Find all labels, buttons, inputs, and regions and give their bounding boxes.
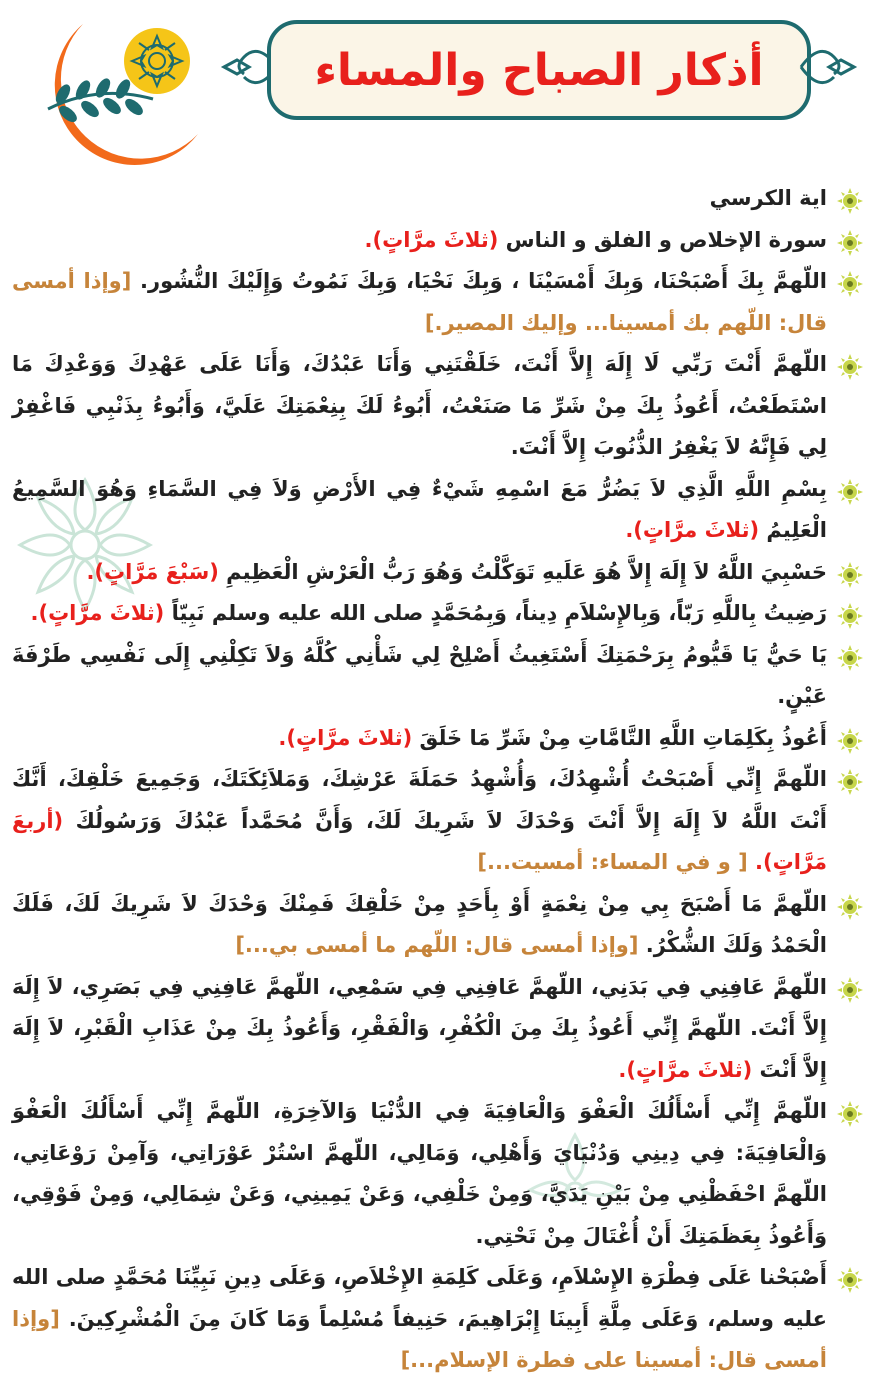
evening-variant-note: [وإذا أمسى قال: اللّهم بك أمسينا... وإليك المصير.] — [12, 269, 827, 335]
evening-variant-note: [ و في المساء: أمسيت...] — [477, 850, 756, 874]
dhikr-text: اللّهمَّ إِنِّي أَسْأَلُكَ الْعَفْوَ وَالْعَافِيَةَ فِي الدُّنْيَا وَالآخِرَةِ، اللّهمَّ إِنِّي أَسْأَلُكَ الْعَفْوَ وَالْعَافِيَةَ: فِي دِينِي وَدُنْيَايَ وَأَهْلِي، وَمَالِي، اللّهمَّ اسْتُرْ عَوْرَاتِي، وَآمِنْ رَوْعَاتِي، اللّهمَّ احْفَظْنِي مِنْ بَيْنِ يَدَيَّ، وَمِنْ خَلْفِي، وَعَنْ يَمِينِي، وَعَنْ شِمَالِي، وَمِنْ فَوْقِي، وَأَعُوذُ بِعَظَمَتِكَ أَنْ أُغْتَالَ مِنْ تَحْتِي. — [12, 1099, 827, 1248]
dhikr-text: اللّهمَّ عَافِنِي فِي بَدَنِي، اللّهمَّ عَافِنِي فِي سَمْعِي، اللّهمَّ عَافِنِي فِي بَصَرِي، لاَ إِلَهَ إِلاَّ أَنْتَ. اللّهمَّ إِنِّي أَعُوذُ بِكَ مِنَ الْكُفْرِ، وَالْفَقْرِ، وَأَعُوذُ بِكَ مِنْ عَذَابِ الْقَبْرِ، لاَ إِلَهَ إِلاَّ أَنْتَ — [12, 974, 827, 1082]
repetition-count: (ثلاثَ مرَّاتٍ). — [625, 518, 760, 542]
dhikr-item — [12, 1091, 863, 1257]
dhikr-text: حَسْبِيَ اللَّهُ لاَ إِلَهَ إِلاَّ هُوَ عَلَيهِ تَوَكَّلْتُ وَهُوَ رَبُّ الْعَرْشِ الْعَظِيمِ — [218, 559, 827, 584]
dhikr-item — [12, 261, 863, 344]
dhikr-item — [12, 469, 863, 552]
dhikr-text: اللّهمَّ بِكَ أَصْبَحْنَا، وَبِكَ أَمْسَيْنَا ، وَبِكَ نَحْيَا، وَبِكَ نَمُوتُ وَإِلَيْكَ النُّشُور. — [131, 269, 827, 293]
dhikr-text: أَعُوذُ بِكَلِمَاتِ اللَّهِ التَّامَّاتِ مِنْ شَرِّ مَا خَلَقَ — [412, 725, 827, 750]
dhikr-item — [12, 635, 863, 718]
sun-flower-bullet-icon — [837, 1266, 863, 1292]
dhikr-item — [12, 344, 863, 469]
dhikr-item — [12, 220, 863, 262]
repetition-count: (ثلاثَ مرَّاتٍ). — [30, 601, 165, 625]
sun-flower-bullet-icon — [837, 727, 863, 753]
sun-flower-bullet-icon — [837, 768, 863, 794]
dhikr-text: اللّهمَّ إِنِّي أَصْبَحْتُ أُشْهِدُكَ، وَأُشْهِدُ حَمَلَةَ عَرْشِكَ، وَمَلاَئِكَتَكَ، وَجَمِيعَ خَلْقِكَ، أَنَّكَ أَنْتَ اللَّهُ لاَ إِلَهَ إِلاَّ أَنْتَ وَحْدَكَ لاَ شَرِيكَ لَكَ، وَأَنَّ مُحَمَّداً عَبْدُكَ وَرَسُولُكَ — [12, 767, 827, 833]
dhikr-item — [12, 884, 863, 967]
sun-flower-bullet-icon — [837, 644, 863, 670]
adhkar-list — [12, 178, 863, 1382]
repetition-count: (ثلاثَ مرَّاتٍ). — [364, 227, 499, 252]
dhikr-item — [12, 593, 863, 635]
dhikr-text: بِسْمِ اللَّهِ الَّذِي لاَ يَضُرُّ مَعَ اسْمِهِ شَيْءٌ فِي الأَرْضِ وَلاَ فِي السَّمَاءِ وَهُوَ السَّمِيعُ الْعَلِيمُ — [12, 476, 827, 542]
evening-variant-note: [وإذا أمسى قال: اللّهم ما أمسى بي...] — [235, 933, 639, 957]
dhikr-text: أَصْبَحْنا عَلَى فِطْرَةِ الإِسْلاَمِ، وَعَلَى كَلِمَةِ الإِخْلاَصِ، وَعَلَى دِينِ نَبِيِّنَا مُحَمَّدٍ صلى الله عليه وسلم، وَعَلَى مِلَّةِ أَبِينَا إِبْرَاهِيمَ، حَنِيفاً مُسْلِماً وَمَا كَانَ مِنَ الْمُشْرِكِينَ. — [12, 1265, 827, 1331]
sun-flower-bullet-icon — [837, 561, 863, 587]
dhikr-text: اية الكرسي — [709, 186, 827, 210]
dhikr-item — [12, 1257, 863, 1382]
sun-flower-bullet-icon — [837, 187, 863, 213]
dhikr-item — [12, 718, 863, 760]
title-plaque — [267, 20, 811, 120]
page-title: أذكار الصباح والمساء — [314, 44, 764, 96]
dhikr-item — [12, 967, 863, 1092]
dhikr-item — [12, 552, 863, 594]
repetition-count: (ثلاثَ مرَّاتٍ). — [278, 725, 413, 750]
dhikr-text: يَا حَيُّ يَا قَيُّومُ بِرَحْمَتِكَ أَسْتَغِيثُ أَصْلِحْ لِي شَأْنِي كُلَّهُ وَلاَ تَكِلْنِي إِلَى نَفْسِي طَرْفَةَ عَيْنٍ. — [12, 642, 827, 708]
sun-flower-bullet-icon — [837, 893, 863, 919]
sun-flower-bullet-icon — [837, 478, 863, 504]
dhikr-text: اللّهمَّ مَا أَصْبَحَ بِي مِنْ نِعْمَةٍ أَوْ بِأَحَدٍ مِنْ خَلْقِكَ فَمِنْكَ وَحْدَكَ لاَ شَرِيكَ لَكَ، فَلَكَ الْحَمْدُ وَلَكَ الشُّكْرُ. — [12, 891, 827, 957]
flourish-right-icon — [799, 32, 859, 102]
repetition-count: (سَبْعَ مَرَّاتٍ). — [86, 559, 219, 584]
sun-mandala-icon — [122, 26, 192, 96]
dhikr-text: اللّهمَّ أَنْتَ رَبِّي لَا إِلَهَ إِلاَّ أَنْتَ، خَلَقْتَنِي وَأَنَا عَبْدُكَ، وَأَنَا عَلَى عَهْدِكَ وَوَعْدِكَ مَا اسْتَطَعْتُ، أَعُوذُ بِكَ مِنْ شَرِّ مَا صَنَعْتُ، أَبُوءُ لَكَ بِنِعْمَتِكَ عَلَيَّ، وَأَبُوءُ بِذَنْبِي فَاغْفِرْ لِي فَإِنَّهُ لاَ يَغْفِرُ الذُّنُوبَ إِلاَّ أَنْتَ. — [12, 352, 827, 459]
title-banner — [219, 14, 859, 126]
dhikr-text: رَضِيتُ بِاللَّهِ رَبّاً، وَبِالإِسْلاَمِ دِيناً، وَبِمُحَمَّدٍ صلى الله عليه وسلم نَبِيّاً — [164, 601, 827, 625]
repetition-count: (أربعَ مَرَّاتٍ). — [12, 808, 827, 874]
sun-flower-bullet-icon — [837, 976, 863, 1002]
sun-flower-bullet-icon — [837, 1100, 863, 1126]
evening-variant-note: [وإذا أمسى قال: أمسينا على فطرة الإسلام...] — [12, 1306, 827, 1372]
sun-flower-bullet-icon — [837, 270, 863, 296]
dhikr-text: سورة الإخلاص و الفلق و الناس — [498, 227, 827, 252]
dhikr-item — [12, 759, 863, 884]
sun-flower-bullet-icon — [837, 353, 863, 379]
sun-flower-bullet-icon — [837, 229, 863, 255]
sun-flower-bullet-icon — [837, 602, 863, 628]
repetition-count: (ثلاثَ مرَّاتٍ). — [618, 1057, 753, 1082]
dhikr-item — [12, 178, 863, 220]
